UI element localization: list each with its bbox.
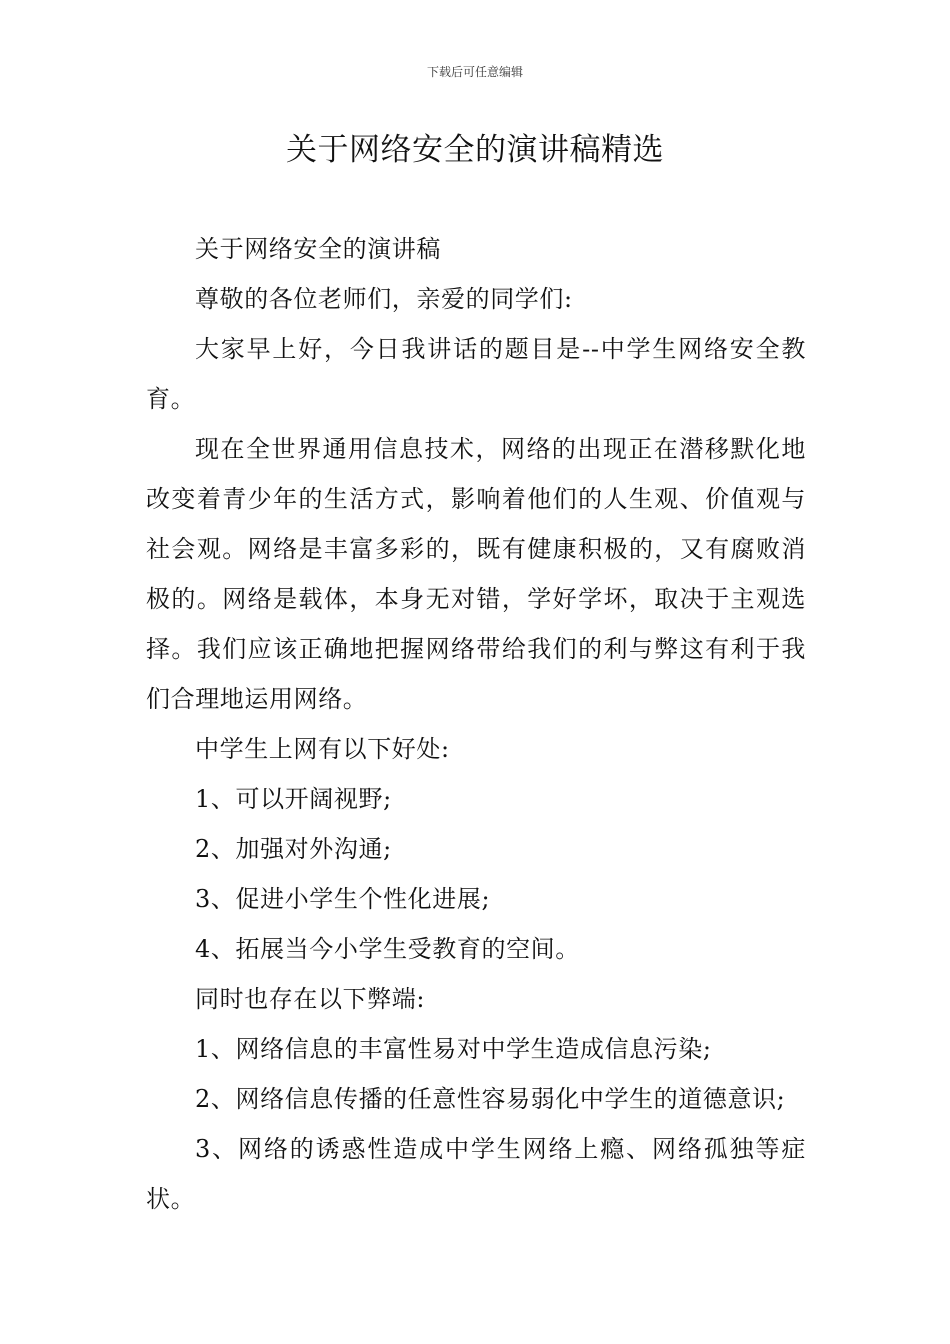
document-title: 关于网络安全的演讲稿精选: [286, 132, 664, 168]
paragraph-topic: 大家早上好，今日我讲话的题目是--中学生网络安全教育。: [146, 335, 806, 413]
list-item-drawback-3: 3、网络的诱惑性造成中学生网络上瘾、网络孤独等症状。: [146, 1135, 806, 1213]
paragraph-greeting: 尊敬的各位老师们，亲爱的同学们:: [195, 285, 573, 313]
paragraph-main: 现在全世界通用信息技术，网络的出现正在潜移默化地改变着青少年的生活方式，影响着他们的人生观、价值观与社会观。网络是丰富多彩的，既有健康积极的，又有腐败消极的。网络是载体，本身无对错，学好学坏，取决于主观选择。我们应该正确地把握网络带给我们的利与弊这有利于我们合理地运用网络。: [146, 435, 806, 713]
list-item-benefit-2: 2、加强对外沟通;: [195, 835, 392, 863]
paragraph-drawbacks-intro: 同时也存在以下弊端:: [195, 985, 426, 1013]
list-item-drawback-2: 2、网络信息传播的任意性容易弱化中学生的道德意识;: [195, 1085, 786, 1113]
list-item-benefit-4: 4、拓展当今小学生受教育的空间。: [195, 935, 580, 963]
paragraph-speech-heading: 关于网络安全的演讲稿: [195, 235, 441, 263]
document-body: [146, 224, 806, 1224]
header-note: 下载后可任意编辑: [426, 65, 523, 79]
list-item-benefit-1: 1、可以开阔视野;: [195, 785, 392, 813]
list-item-benefit-3: 3、促进小学生个性化进展;: [195, 885, 491, 913]
list-item-drawback-1: 1、网络信息的丰富性易对中学生造成信息污染;: [195, 1035, 712, 1063]
paragraph-benefits-intro: 中学生上网有以下好处:: [195, 735, 450, 763]
